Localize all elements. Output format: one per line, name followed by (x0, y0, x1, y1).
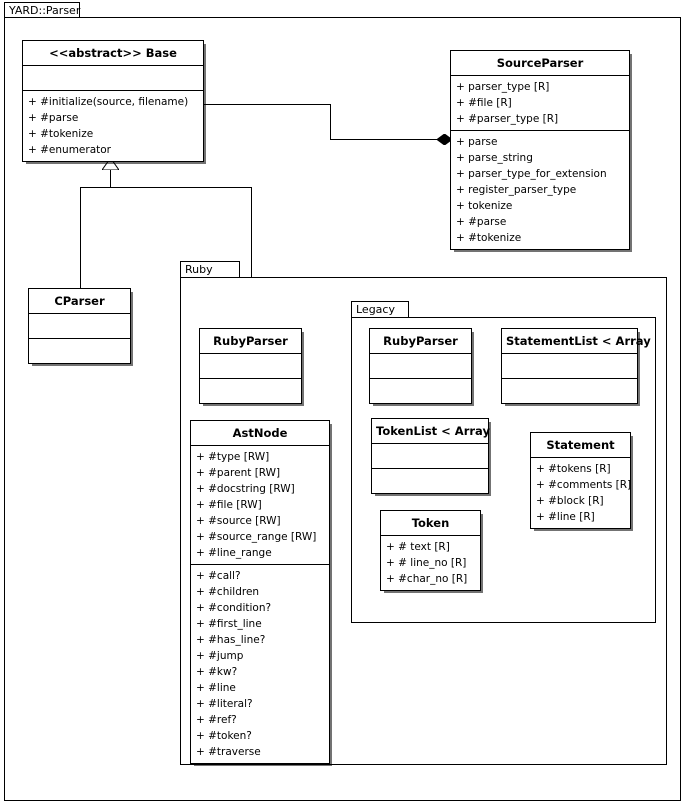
class-box-statementlist[interactable] (501, 328, 651, 404)
class-operations-tokenlist (372, 469, 488, 493)
class-member: + #call? (196, 570, 241, 582)
class-member: + #tokenize (456, 232, 522, 244)
class-member: + #parser_type [R] (456, 113, 559, 125)
edge-generalization-to-cparser (80, 187, 81, 288)
class-member: + #source_range [RW] (196, 531, 317, 543)
package-tab-root: YARD::Parser (4, 2, 80, 18)
class-member: + #line_range (196, 547, 272, 559)
class-operations-base (23, 91, 203, 161)
class-member: + parse (456, 136, 498, 148)
class-title-base: <<abstract>> Base (23, 41, 203, 66)
class-member: + #line (196, 682, 236, 694)
class-member: + #parent [RW] (196, 467, 281, 479)
class-member: + #type [RW] (196, 451, 270, 463)
class-box-ruby-rubyparser[interactable] (199, 328, 302, 404)
class-member: + parser_type_for_extension (456, 168, 607, 180)
class-title-ruby-rubyparser: RubyParser (200, 329, 301, 354)
class-attributes-statement (531, 458, 630, 528)
class-title-legacy-rubyparser: RubyParser (370, 329, 471, 354)
class-attributes-cparser (29, 314, 130, 339)
class-box-token[interactable] (380, 510, 481, 591)
class-attributes-tokenlist (372, 444, 488, 469)
class-member: + #jump (196, 650, 244, 662)
class-operations-legacy-rubyparser (370, 379, 471, 403)
class-member: + #line [R] (536, 511, 595, 523)
class-member: + #first_line (196, 618, 262, 630)
class-member: + #file [RW] (196, 499, 262, 511)
composition-diamond-sourceparser (437, 134, 450, 144)
class-operations-astnode (191, 565, 329, 763)
class-member: + #char_no [R] (386, 573, 468, 585)
class-member: + #traverse (196, 746, 261, 758)
class-member: + #enumerator (28, 144, 112, 156)
class-box-legacy-rubyparser[interactable] (369, 328, 472, 404)
class-member: + #condition? (196, 602, 272, 614)
class-member: + tokenize (456, 200, 513, 212)
class-attributes-sourceparser (451, 76, 629, 131)
class-member: + #tokenize (28, 128, 94, 140)
edge-base-sourceparser-seg3 (330, 139, 445, 140)
class-member: + #docstring [RW] (196, 483, 295, 495)
class-attributes-base (23, 66, 203, 91)
class-title-statementlist: StatementList < Array (502, 329, 637, 354)
class-title-statement: Statement (531, 433, 630, 458)
class-operations-ruby-rubyparser (200, 379, 301, 403)
class-box-astnode[interactable] (190, 420, 330, 764)
class-box-tokenlist[interactable] (371, 418, 489, 494)
class-member: + parse_string (456, 152, 533, 164)
edge-generalization-spine (80, 187, 252, 188)
class-member: + #initialize(source, filename) (28, 96, 189, 108)
class-title-tokenlist: TokenList < Array (372, 419, 488, 444)
class-title-cparser: CParser (29, 289, 130, 314)
class-member: + #children (196, 586, 260, 598)
class-member: + #literal? (196, 698, 253, 710)
package-tab-legacy: Legacy (351, 301, 409, 318)
class-member: + #ref? (196, 714, 237, 726)
class-box-sourceparser[interactable] (450, 50, 630, 250)
class-member: + #source [RW] (196, 515, 281, 527)
class-member: + # text [R] (386, 541, 450, 553)
class-member: + #comments [R] (536, 479, 632, 491)
class-title-token: Token (381, 511, 480, 536)
class-member: + #parse (28, 112, 79, 124)
class-box-base[interactable] (22, 40, 204, 162)
class-member: + #parse (456, 216, 507, 228)
class-box-statement[interactable] (530, 432, 631, 529)
class-member: + parser_type [R] (456, 81, 550, 93)
edge-base-sourceparser-seg1 (204, 104, 331, 105)
class-attributes-ruby-rubyparser (200, 354, 301, 379)
class-attributes-astnode (191, 446, 329, 565)
package-tab-ruby: Ruby (180, 261, 240, 278)
class-member: + #kw? (196, 666, 238, 678)
class-box-cparser[interactable] (28, 288, 131, 364)
class-member: + #block [R] (536, 495, 604, 507)
edge-base-sourceparser-seg2 (330, 104, 331, 140)
class-title-sourceparser: SourceParser (451, 51, 629, 76)
class-attributes-legacy-rubyparser (370, 354, 471, 379)
class-member: + register_parser_type (456, 184, 577, 196)
class-member: + #tokens [R] (536, 463, 611, 475)
class-member: + #token? (196, 730, 252, 742)
class-operations-statementlist (502, 379, 637, 403)
class-title-astnode: AstNode (191, 421, 329, 446)
class-attributes-statementlist (502, 354, 637, 379)
class-member: + # line_no [R] (386, 557, 467, 569)
class-operations-cparser (29, 339, 130, 363)
edge-generalization-stem (110, 170, 111, 188)
class-operations-sourceparser (451, 131, 629, 249)
class-member: + #has_line? (196, 634, 266, 646)
class-attributes-token (381, 536, 480, 590)
class-member: + #file [R] (456, 97, 512, 109)
